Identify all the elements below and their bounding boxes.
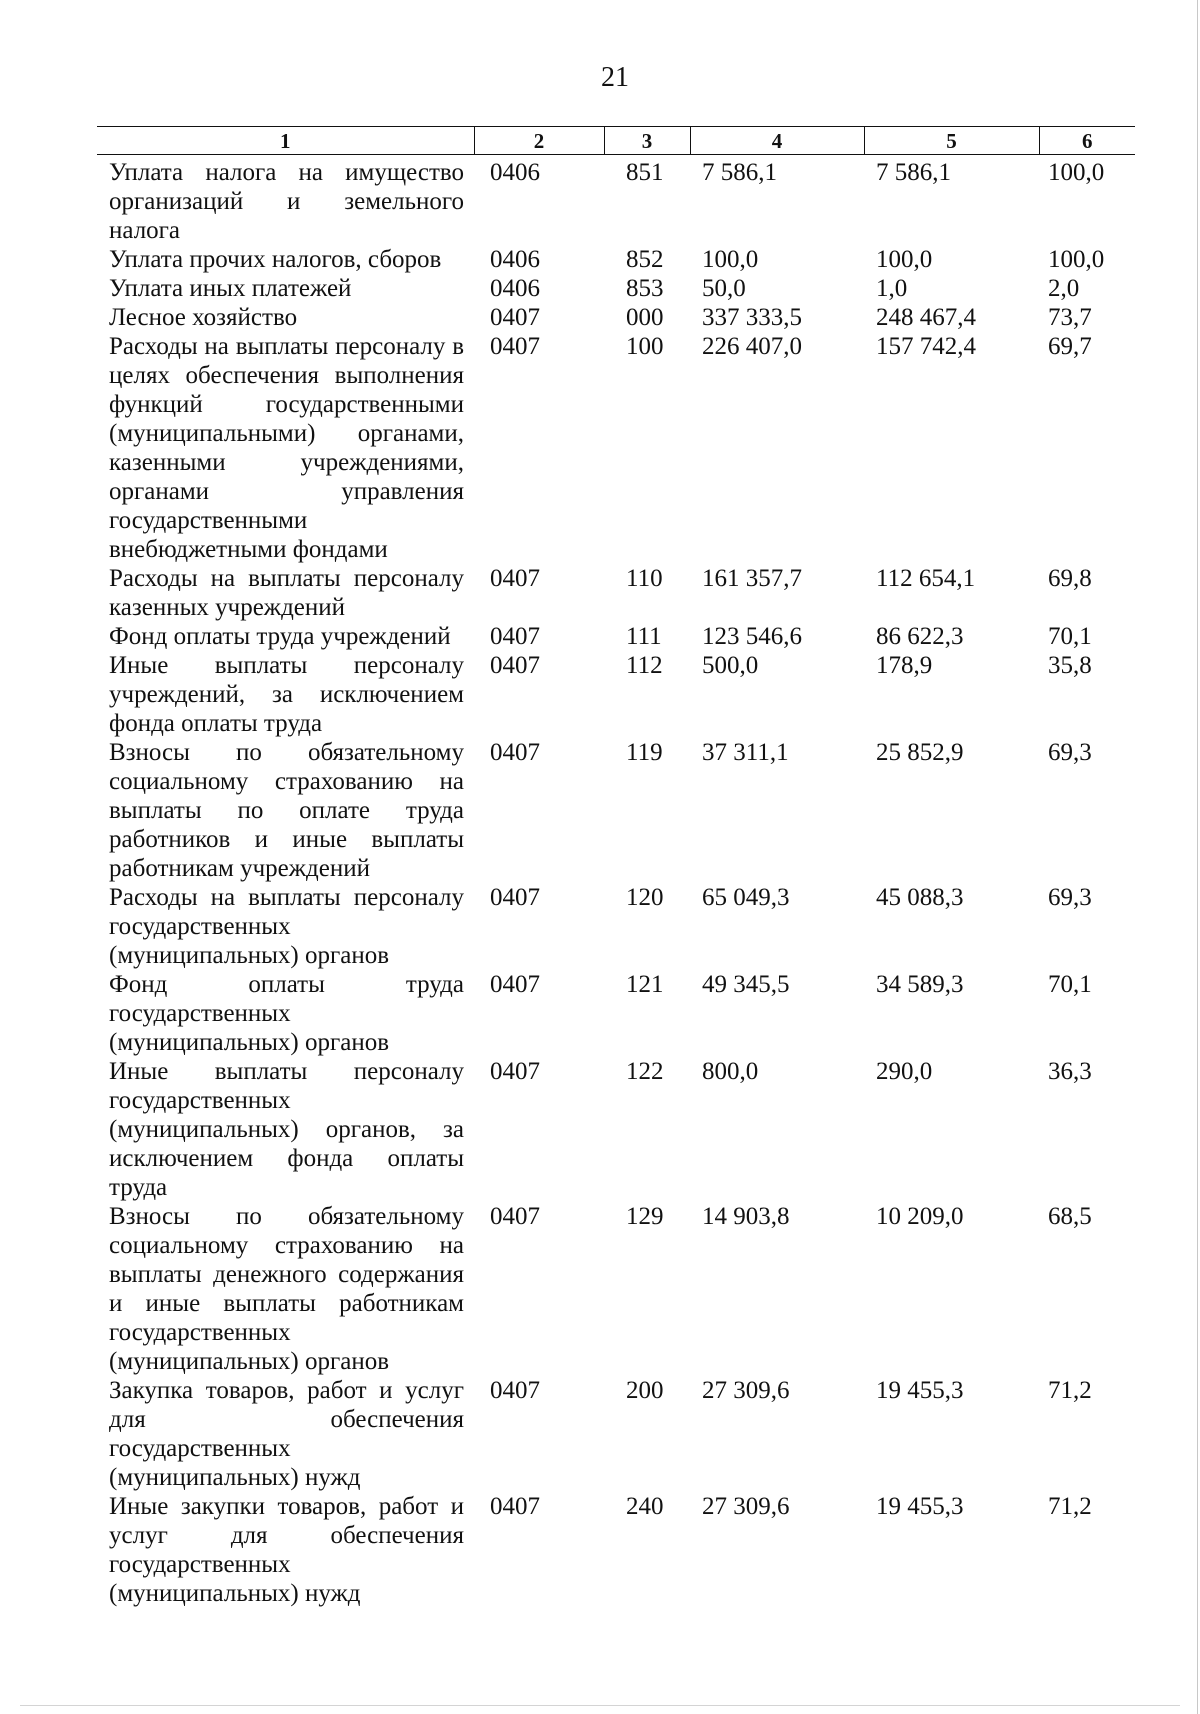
- table-row: [97, 622, 1135, 651]
- expense-code-cell: 000: [626, 304, 664, 331]
- actual-amount-cell: 19 455,3: [876, 1493, 964, 1520]
- section-code-cell: 0407: [490, 739, 540, 766]
- plan-amount-cell: 226 407,0: [702, 333, 802, 360]
- section-code-cell: 0407: [490, 304, 540, 331]
- row-name-cell: Фонд оплаты труда государственных (муниципальных) органов: [109, 971, 464, 1056]
- plan-amount-cell: 800,0: [702, 1058, 759, 1085]
- expense-code-cell: 110: [626, 565, 663, 592]
- column-header: 3: [604, 127, 690, 155]
- percent-cell: 69,3: [1048, 739, 1092, 766]
- expense-code-cell: 852: [626, 246, 664, 273]
- percent-cell: 35,8: [1048, 652, 1092, 679]
- table-row: [97, 245, 1135, 274]
- plan-amount-cell: 65 049,3: [702, 884, 790, 911]
- percent-cell: 69,8: [1048, 565, 1092, 592]
- actual-amount-cell: 157 742,4: [876, 333, 976, 360]
- plan-amount-cell: 27 309,6: [702, 1377, 790, 1404]
- row-name-cell: Взносы по обязательному социальному страхованию на выплаты денежного содержания и иные выплаты работникам государственных (муниципальных) органов: [109, 1203, 464, 1375]
- row-name-cell: Закупка товаров, работ и услуг для обеспечения государственных (муниципальных) нужд: [109, 1377, 464, 1491]
- plan-amount-cell: 500,0: [702, 652, 759, 679]
- row-name-cell: Иные закупки товаров, работ и услуг для обеспечения государственных (муниципальных) нужд: [109, 1493, 464, 1607]
- row-name-cell: Иные выплаты персоналу государственных (муниципальных) органов, за исключением фонда оплаты труда: [109, 1058, 464, 1201]
- page-number: 21: [601, 62, 629, 93]
- row-name-cell: Расходы на выплаты персоналу в целях обеспечения выполнения функций государственными (муниципальными) органами, казенными учреждениями, органами управления государственными внебюджетными фондами: [109, 333, 464, 563]
- actual-amount-cell: 19 455,3: [876, 1377, 964, 1404]
- row-name-cell: Фонд оплаты труда учреждений: [109, 623, 451, 650]
- table-row: [97, 651, 1135, 738]
- row-name-cell: Уплата прочих налогов, сборов: [109, 246, 442, 273]
- column-header: 2: [474, 127, 604, 155]
- plan-amount-cell: 14 903,8: [702, 1203, 790, 1230]
- actual-amount-cell: 7 586,1: [876, 159, 951, 186]
- section-code-cell: 0407: [490, 333, 540, 360]
- table-row: [97, 564, 1135, 622]
- column-header: 5: [864, 127, 1039, 155]
- actual-amount-cell: 34 589,3: [876, 971, 964, 998]
- expense-code-cell: 112: [626, 652, 663, 679]
- expense-code-cell: 200: [626, 1377, 664, 1404]
- budget-table: [97, 126, 1135, 1608]
- percent-cell: 68,5: [1048, 1203, 1092, 1230]
- plan-amount-cell: 49 345,5: [702, 971, 790, 998]
- actual-amount-cell: 100,0: [876, 246, 933, 273]
- section-code-cell: 0407: [490, 1493, 540, 1520]
- section-code-cell: 0407: [490, 1377, 540, 1404]
- actual-amount-cell: 45 088,3: [876, 884, 964, 911]
- section-code-cell: 0406: [490, 275, 540, 302]
- percent-cell: 69,3: [1048, 884, 1092, 911]
- expense-code-cell: 119: [626, 739, 663, 766]
- scan-edge-line: [20, 1705, 1180, 1706]
- plan-amount-cell: 37 311,1: [702, 739, 789, 766]
- row-name-cell: Лесное хозяйство: [109, 304, 298, 331]
- section-code-cell: 0407: [490, 884, 540, 911]
- scan-edge-line: [1197, 0, 1198, 1714]
- actual-amount-cell: 10 209,0: [876, 1203, 964, 1230]
- table-header-row: [97, 127, 1135, 155]
- table-row: [97, 155, 1135, 246]
- section-code-cell: 0407: [490, 565, 540, 592]
- table-row: [97, 1057, 1135, 1202]
- expense-code-cell: 111: [626, 623, 662, 650]
- expense-code-cell: 120: [626, 884, 664, 911]
- actual-amount-cell: 1,0: [876, 275, 908, 302]
- actual-amount-cell: 112 654,1: [876, 565, 976, 592]
- percent-cell: 70,1: [1048, 971, 1092, 998]
- actual-amount-cell: 86 622,3: [876, 623, 964, 650]
- plan-amount-cell: 100,0: [702, 246, 759, 273]
- expense-code-cell: 240: [626, 1493, 664, 1520]
- table-row: [97, 883, 1135, 970]
- percent-cell: 100,0: [1048, 159, 1105, 186]
- column-header: 6: [1039, 127, 1135, 155]
- column-header: 1: [97, 127, 474, 155]
- plan-amount-cell: 50,0: [702, 275, 746, 302]
- table-row: [97, 303, 1135, 332]
- row-name-cell: Уплата налога на имущество организаций и земельного налога: [109, 159, 464, 244]
- actual-amount-cell: 290,0: [876, 1058, 933, 1085]
- table-row: [97, 970, 1135, 1057]
- row-name-cell: Уплата иных платежей: [109, 275, 352, 302]
- plan-amount-cell: 337 333,5: [702, 304, 802, 331]
- expense-code-cell: 100: [626, 333, 664, 360]
- percent-cell: 2,0: [1048, 275, 1080, 302]
- expense-code-cell: 122: [626, 1058, 664, 1085]
- section-code-cell: 0406: [490, 246, 540, 273]
- actual-amount-cell: 25 852,9: [876, 739, 964, 766]
- expense-code-cell: 851: [626, 159, 664, 186]
- section-code-cell: 0407: [490, 971, 540, 998]
- percent-cell: 70,1: [1048, 623, 1092, 650]
- section-code-cell: 0406: [490, 159, 540, 186]
- section-code-cell: 0407: [490, 1203, 540, 1230]
- table-row: [97, 332, 1135, 564]
- table-row: [97, 738, 1135, 883]
- percent-cell: 71,2: [1048, 1493, 1092, 1520]
- section-code-cell: 0407: [490, 623, 540, 650]
- expense-code-cell: 853: [626, 275, 664, 302]
- actual-amount-cell: 248 467,4: [876, 304, 976, 331]
- column-header: 4: [690, 127, 864, 155]
- section-code-cell: 0407: [490, 1058, 540, 1085]
- plan-amount-cell: 161 357,7: [702, 565, 802, 592]
- table-row: [97, 1376, 1135, 1492]
- table-row: [97, 1202, 1135, 1376]
- expense-code-cell: 121: [626, 971, 664, 998]
- percent-cell: 69,7: [1048, 333, 1092, 360]
- actual-amount-cell: 178,9: [876, 652, 933, 679]
- plan-amount-cell: 27 309,6: [702, 1493, 790, 1520]
- section-code-cell: 0407: [490, 652, 540, 679]
- percent-cell: 71,2: [1048, 1377, 1092, 1404]
- percent-cell: 36,3: [1048, 1058, 1092, 1085]
- table-row: [97, 1492, 1135, 1608]
- row-name-cell: Расходы на выплаты персоналу казенных учреждений: [109, 565, 464, 621]
- percent-cell: 73,7: [1048, 304, 1092, 331]
- plan-amount-cell: 7 586,1: [702, 159, 777, 186]
- row-name-cell: Расходы на выплаты персоналу государственных (муниципальных) органов: [109, 884, 464, 969]
- table-row: [97, 274, 1135, 303]
- expense-code-cell: 129: [626, 1203, 664, 1230]
- row-name-cell: Взносы по обязательному социальному страхованию на выплаты по оплате труда работников и иные выплаты работникам учреждений: [109, 739, 464, 882]
- percent-cell: 100,0: [1048, 246, 1105, 273]
- row-name-cell: Иные выплаты персоналу учреждений, за исключением фонда оплаты труда: [109, 652, 464, 737]
- plan-amount-cell: 123 546,6: [702, 623, 802, 650]
